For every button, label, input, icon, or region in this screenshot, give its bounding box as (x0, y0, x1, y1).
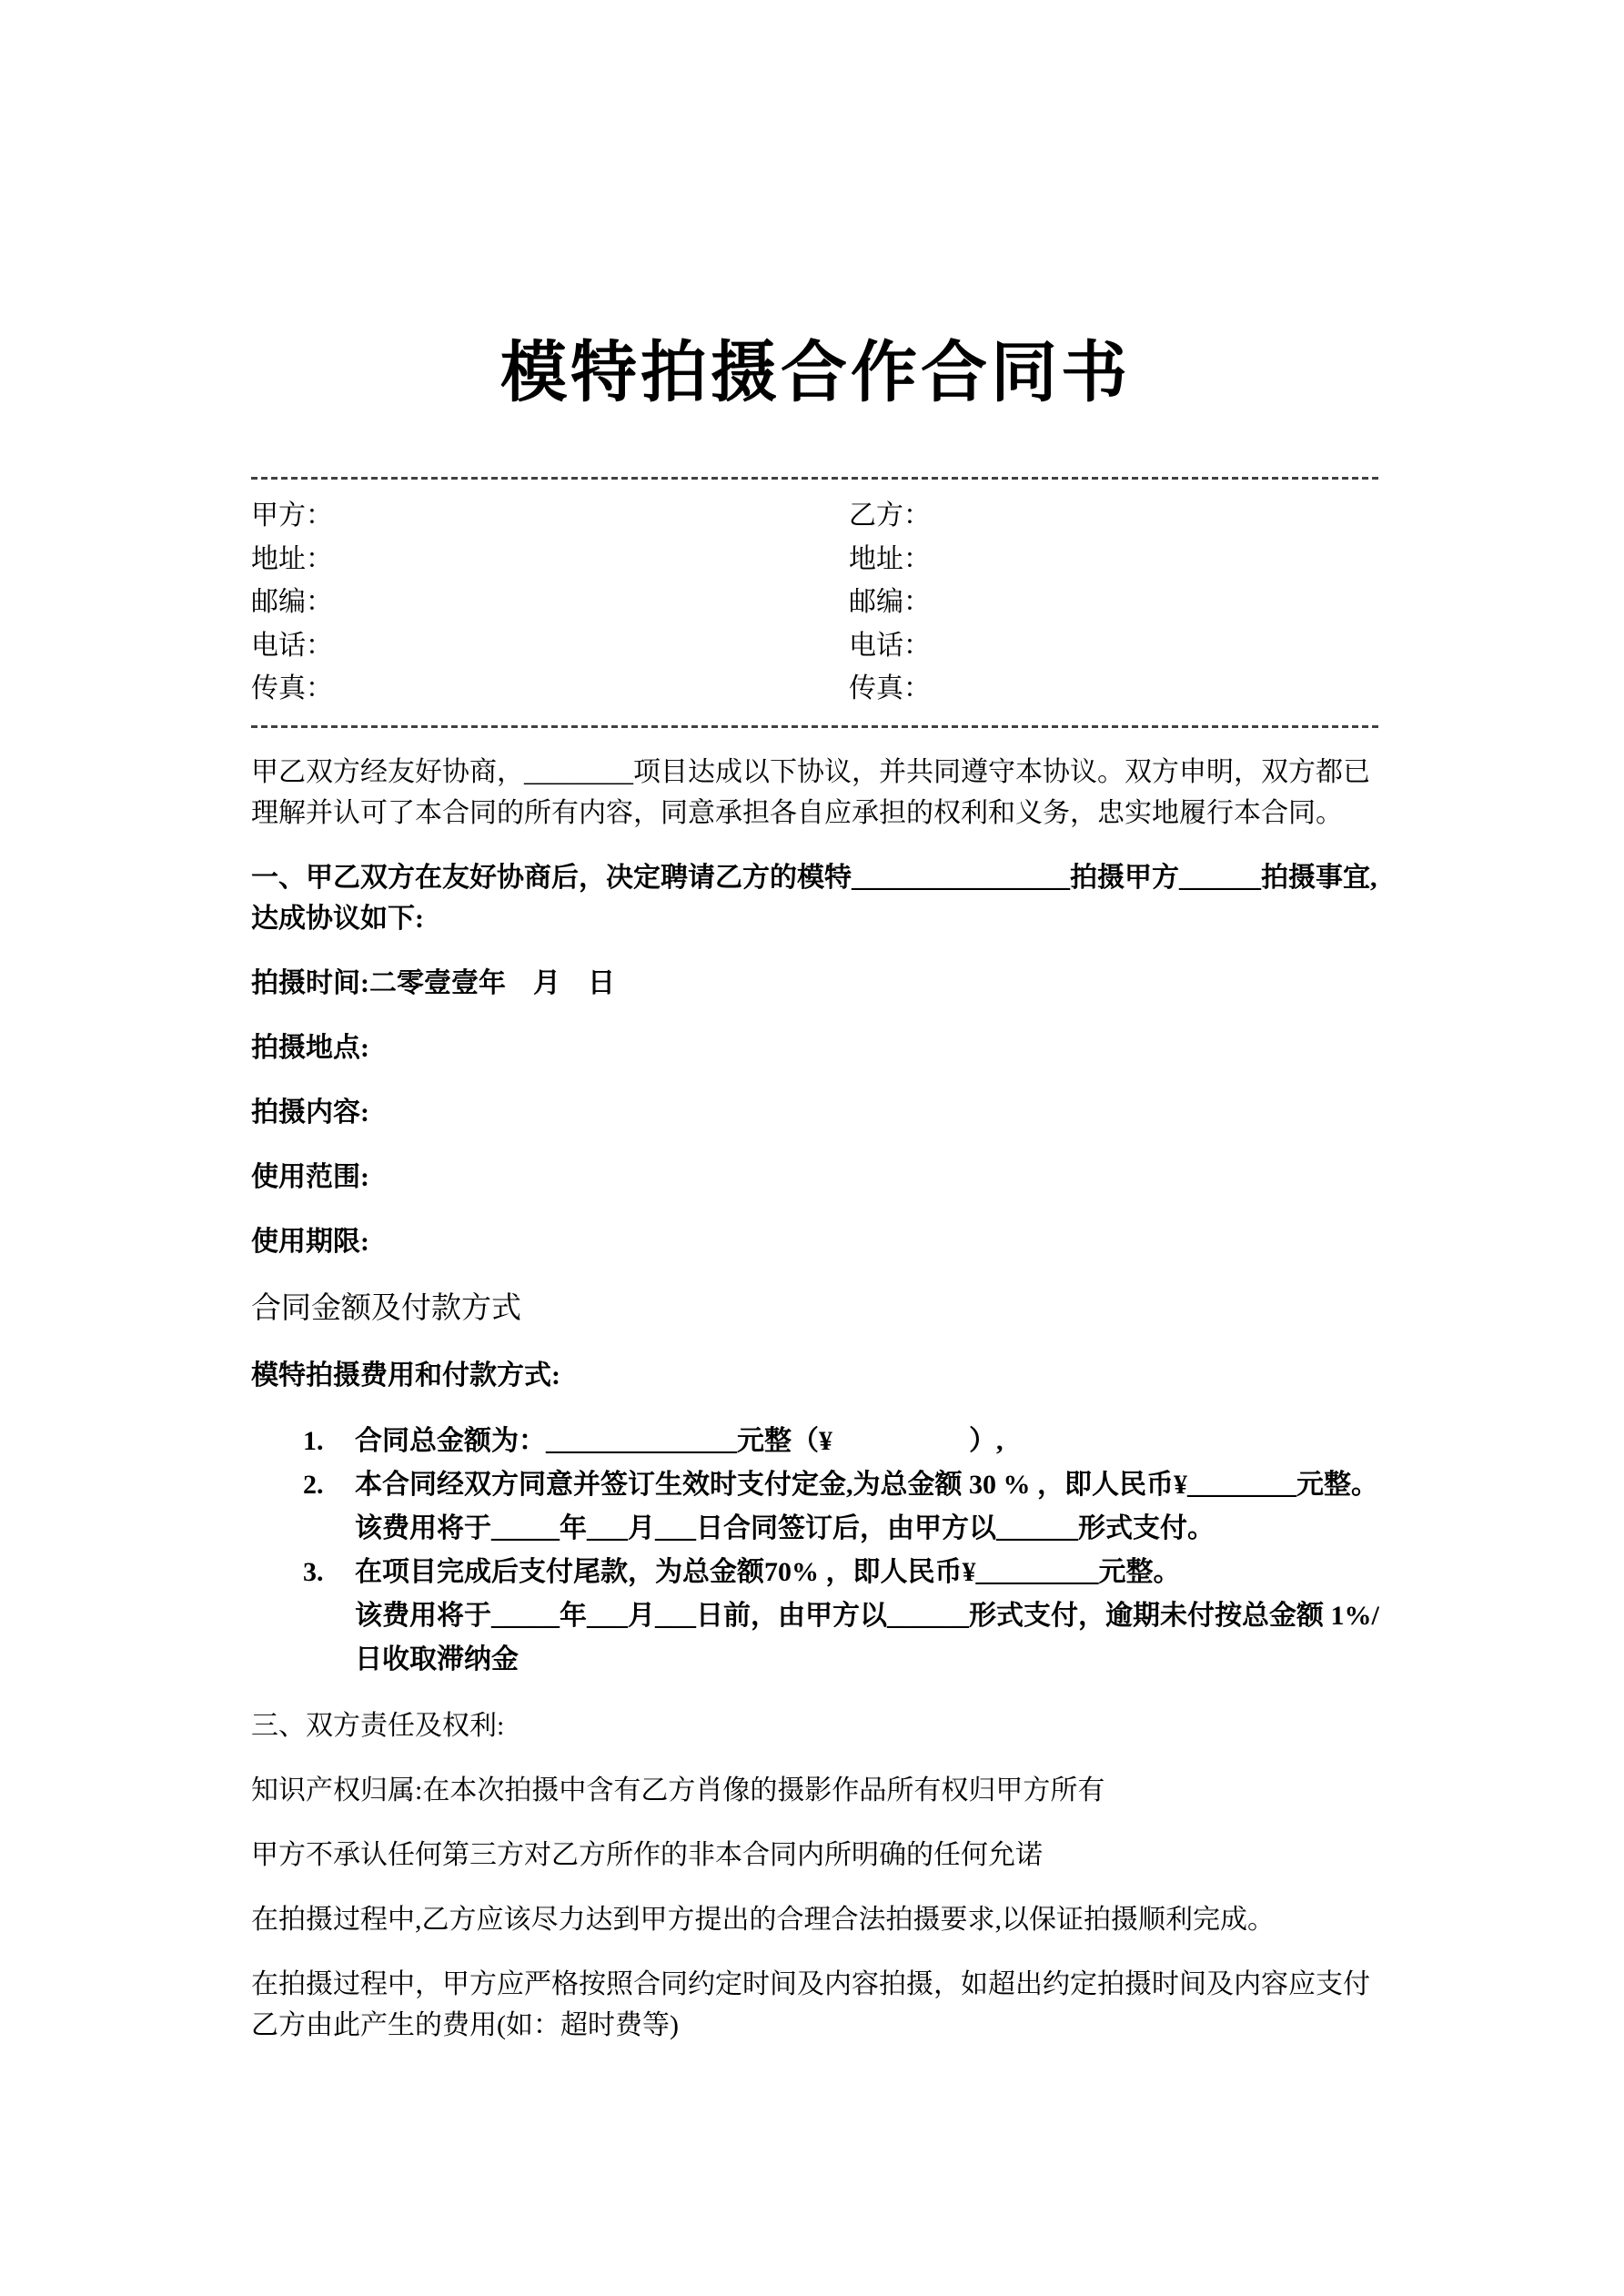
separator-line-top (251, 477, 1380, 480)
party-b-duty-paragraph: 在拍摄过程中,乙方应该尽力达到甲方提出的合理合法拍摄要求,以保证拍摄顺利完成。 (251, 1904, 1275, 1935)
party-a-duty-paragraph: 在拍摄过程中，甲方应严格按照合同约定时间及内容拍摄，如超出约定拍摄时间及内容应支付乙方由此产生的费用(如：超时费等) (251, 1968, 1370, 2040)
shoot-time-line: 拍摄时间:二零壹壹年 月 日 (251, 967, 615, 998)
ip-ownership-paragraph: 知识产权归属:在本次拍摄中含有乙方肖像的摄影作品所有权归甲方所有 (251, 1775, 1105, 1805)
payment-item-1-text: 合同总金额为：______________元整（¥ ）, (355, 1425, 1004, 1456)
payment-item-2-post: ，即人民币¥________元整。该费用将于_____年___月___日合同签订后，由甲方以______形式支付。 (355, 1469, 1378, 1543)
party-b-label: 乙方： (849, 501, 931, 531)
payment-item-3-number: 3. (303, 1556, 324, 1587)
section1-heading: 一、甲乙双方在友好协商后，决定聘请乙方的模特________________拍摄甲方______拍摄事宜,达成协议如下: (251, 862, 1377, 934)
payment-item-3-text (355, 1551, 1380, 1682)
payment-item-2 (251, 1463, 1380, 1551)
payment-item-2-pre: 本合同经双方同意并签订生效时支付定金,为总金额 (355, 1469, 969, 1500)
party-a-zip-label: 邮编： (251, 587, 333, 617)
page-title: 模特拍摄合作合同书 (500, 336, 1131, 410)
payment-item-1 (251, 1420, 1380, 1463)
separator-line-bottom (251, 725, 1380, 728)
party-a-column (251, 494, 849, 711)
payment-item-2-deposit-percent: 30 % (969, 1469, 1037, 1500)
payment-item-1-number: 1. (303, 1425, 324, 1456)
party-b-column (849, 494, 1380, 711)
section3-heading: 三、双方责任及权利: (251, 1710, 505, 1741)
payment-item-3-line1 (355, 1551, 1380, 1594)
intro-paragraph: 甲乙双方经友好协商，________项目达成以下协议，并共同遵守本协议。双方申明，双方都已理解并认可了本合同的所有内容，同意承担各自应承担的权利和义务，忠实地履行本合同。 (251, 756, 1370, 828)
party-a-label: 甲方： (251, 501, 333, 531)
no-admit-paragraph: 甲方不承认任何第三方对乙方所作的非本合同内所明确的任何允诺 (251, 1839, 1043, 1870)
payment-item-3-pre: 在项目完成后支付尾款，为总金额 (355, 1556, 764, 1587)
party-a-phone-label: 电话： (251, 630, 333, 661)
party-a-address-label: 地址： (251, 543, 333, 574)
usage-term-line: 使用期限: (251, 1226, 369, 1257)
party-b-phone-label: 电话： (849, 630, 931, 661)
payment-item-2-text (355, 1463, 1380, 1551)
payment-item-3-line2-pre: 该费用将于_____年___月___日前，由甲方以______形式支付，逾期未付按总金额 (355, 1600, 1331, 1631)
party-b-address-label: 地址： (849, 543, 931, 574)
usage-scope-line: 使用范围: (251, 1161, 369, 1192)
payment-item-2-number: 2. (303, 1469, 324, 1500)
payment-item-3-balance-percent: 70% (764, 1556, 819, 1587)
parties-block (251, 494, 1380, 711)
party-b-fax-label: 传真： (849, 673, 931, 703)
payment-item-3-penalty: 1%/日收取滞纳金 (355, 1600, 1379, 1674)
payment-item-3 (251, 1551, 1380, 1682)
party-b-zip-label: 邮编： (849, 587, 931, 617)
payment-item-3-post: ，即人民币¥_________元整。 (819, 1556, 1181, 1587)
fee-intro-line: 模特拍摄费用和付款方式: (251, 1360, 560, 1391)
payment-terms-list (251, 1420, 1380, 1682)
shoot-place-line: 拍摄地点: (251, 1032, 369, 1063)
payment-item-3-line2 (355, 1594, 1380, 1682)
party-a-fax-label: 传真： (251, 673, 333, 703)
amount-section-heading: 合同金额及付款方式 (251, 1291, 521, 1325)
shoot-content-line: 拍摄内容: (251, 1097, 369, 1128)
